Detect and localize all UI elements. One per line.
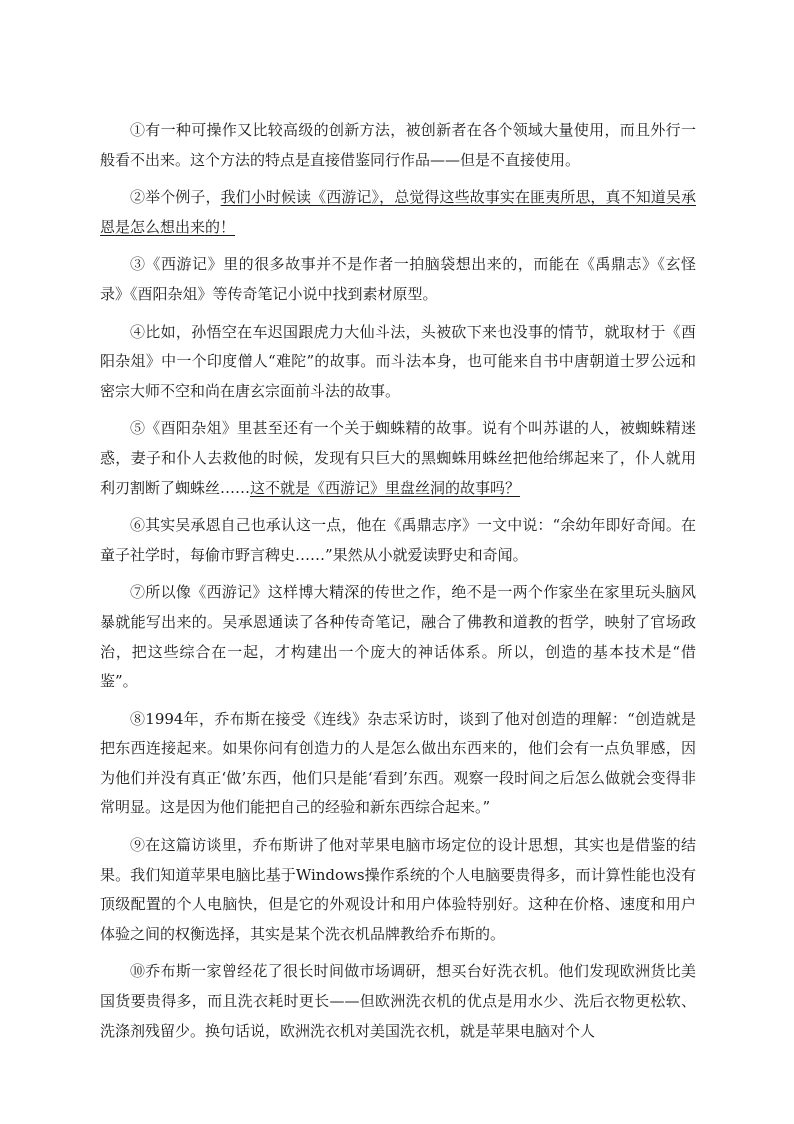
- paragraph-text: ③《西游记》里的很多故事并不是作者一拍脑袋想出来的，而能在《禹鼎志》《玄怪录》《酉阳杂俎》等传奇笔记小说中找到素材原型。: [100, 255, 696, 303]
- paragraph-10: [100, 957, 696, 1046]
- paragraph-7: [100, 578, 696, 696]
- paragraph-text: ⑤《酉阳杂俎》里甚至还有一个关于蜘蛛精的故事。说有个叫苏谌的人，被蜘蛛精迷惑，妻子和仆人去救他的时候，发现有只巨大的黑蜘蛛用蛛丝把他给绑起来了，仆人就用利刃割断了蜘蛛丝……: [100, 419, 696, 497]
- paragraph-text: ①有一种可操作又比较高级的创新方法，被创新者在各个领域大量使用，而且外行一般看不出来。这个方法的特点是直接借鉴同行作品——但是不直接使用。: [100, 121, 696, 169]
- document-page: [100, 116, 696, 1054]
- paragraph-1: [100, 116, 696, 175]
- paragraph-text: ④比如，孙悟空在车迟国跟虎力大仙斗法，头被砍下来也没事的情节，就取材于《酉阳杂俎》中一个印度僧人“难陀”的故事。而斗法本身，也可能来自书中唐朝道士罗公远和密宗大师不空和尚在唐玄宗面前斗法的故事。: [100, 322, 696, 400]
- underlined-sentence: 我们小时候读《西游记》，总觉得这些故事实在匪夷所思，真不知道吴承恩是怎么想出来的！: [100, 188, 696, 236]
- paragraph-5: [100, 414, 696, 503]
- paragraph-text: ⑧1994年，乔布斯在接受《连线》杂志采访时，谈到了他对创造的理解：“创造就是把东西连接起来。如果你问有创造力的人是怎么做出东西来的，他们会有一点负罪感，因为他们并没有真正‘做’东西，他们只是能‘看到’东西。观察一段时间之后怎么做就会变得非常明显。这是因为他们能把自己的经验和新东西综合起来。”: [100, 709, 696, 817]
- paragraph-3: [100, 250, 696, 309]
- paragraph-text: ②举个例子，: [130, 188, 221, 207]
- paragraph-8: [100, 705, 696, 823]
- paragraph-text: ⑩乔布斯一家曾经花了很长时间做市场调研，想买台好洗衣机。他们发现欧洲货比美国货要贵得多，而且洗衣耗时更长——但欧洲洗衣机的优点是用水少、洗后衣物更松软、洗涤剂残留少。换句话说，欧洲洗衣机对美国洗衣机，就是苹果电脑对个人: [100, 962, 696, 1040]
- paragraph-text: ⑨在这篇访谈里，乔布斯讲了他对苹果电脑市场定位的设计思想，其实也是借鉴的结果。我们知道苹果电脑比基于Windows操作系统的个人电脑要贵得多，而计算性能也没有顶级配置的个人电脑快，但是它的外观设计和用户体验特别好。这种在价格、速度和用户体验之间的权衡选择，其实是某个洗衣机品牌教给乔布斯的。: [100, 836, 696, 943]
- paragraph-2: [100, 183, 696, 242]
- underlined-sentence: 这不就是《西游记》里盘丝洞的故事吗？: [250, 478, 521, 497]
- paragraph-6: [100, 511, 696, 570]
- paragraph-text: ⑦所以像《西游记》这样博大精深的传世之作，绝不是一两个作家坐在家里玩头脑风暴就能写出来的。吴承恩通读了各种传奇笔记，融合了佛教和道教的哲学，映射了官场政治，把这些综合在一起，才构建出一个庞大的神话体系。所以，创造的基本技术是“借鉴”。: [100, 583, 696, 691]
- paragraph-text: ⑥其实吴承恩自己也承认这一点，他在《禹鼎志序》一文中说：“余幼年即好奇闻。在童子社学时，每偷市野言稗史……”果然从小就爱读野史和奇闻。: [100, 516, 696, 564]
- paragraph-4: [100, 318, 696, 407]
- paragraph-9: [100, 831, 696, 949]
